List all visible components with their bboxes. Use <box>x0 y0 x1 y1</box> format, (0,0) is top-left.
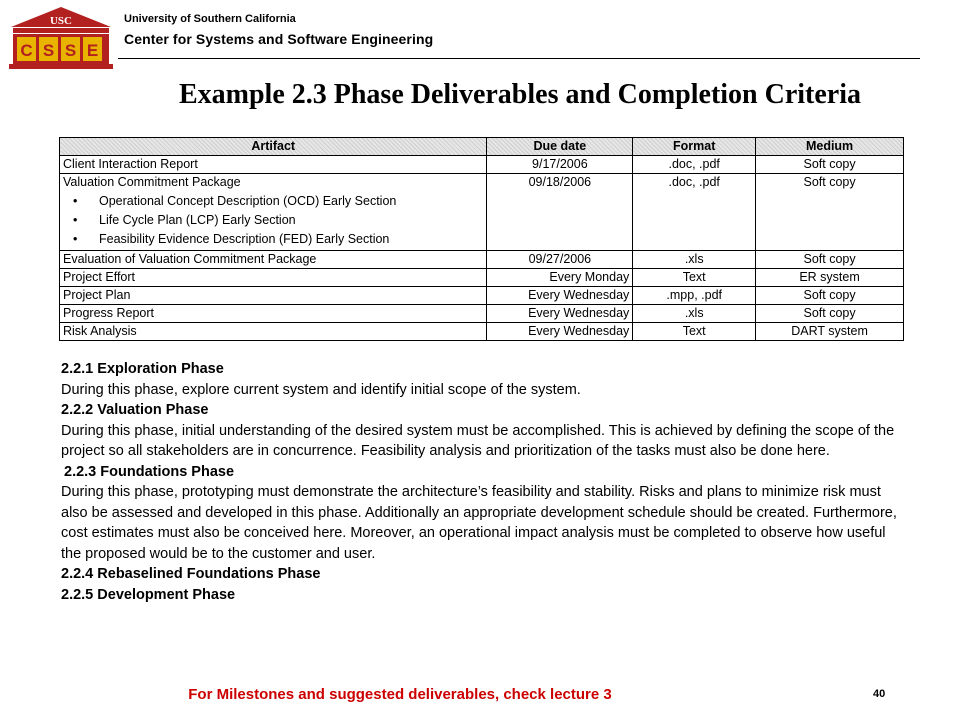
format-cell: .xls <box>633 251 756 269</box>
rebaselined-foundations-phase-heading: 2.2.4 Rebaselined Foundations Phase <box>61 566 321 582</box>
svg-text:C: C <box>20 41 33 60</box>
bullet-icon: • <box>73 232 78 246</box>
table-row <box>60 174 904 251</box>
artifact-cell: Risk Analysis <box>60 323 487 341</box>
medium-cell: ER system <box>756 269 904 287</box>
table-header-row <box>60 138 904 156</box>
svg-text:E: E <box>86 41 99 60</box>
format-cell: Text <box>633 323 756 341</box>
table-row <box>60 156 904 174</box>
svg-text:S: S <box>42 41 55 60</box>
artifact-cell <box>60 174 487 251</box>
header-divider <box>118 58 920 59</box>
medium-cell: Soft copy <box>756 305 904 323</box>
due-date-cell: Every Wednesday <box>487 287 633 305</box>
valuation-phase-text: During this phase, initial understanding of the desired system must be accomplished. This is achieved by defining the scope of the project so all stakeholders are in concurrence. Feasibility analysis and prioritization of the tasks must also be done here. <box>61 422 895 459</box>
column-header-artifact: Artifact <box>60 138 487 156</box>
due-date-cell: 9/17/2006 <box>487 156 633 174</box>
phase-descriptions <box>61 359 906 605</box>
medium-cell: DART system <box>756 323 904 341</box>
format-cell: .doc, .pdf <box>633 174 756 251</box>
artifact-subitem-list <box>63 192 483 249</box>
list-item: • Operational Concept Description (OCD) Early Section <box>63 192 483 211</box>
exploration-phase-text: During this phase, explore current system and identify initial scope of the system. <box>61 381 581 398</box>
format-cell: .mpp, .pdf <box>633 287 756 305</box>
bullet-icon: • <box>73 213 78 227</box>
due-date-cell: 09/18/2006 <box>487 174 633 251</box>
format-cell: .xls <box>633 305 756 323</box>
due-date-cell: Every Wednesday <box>487 305 633 323</box>
medium-cell: Soft copy <box>756 251 904 269</box>
artifact-cell: Project Effort <box>60 269 487 287</box>
deliverables-table <box>59 137 904 341</box>
due-date-cell: Every Wednesday <box>487 323 633 341</box>
csse-logo <box>5 5 117 71</box>
table-row <box>60 251 904 269</box>
development-phase-heading: 2.2.5 Development Phase <box>61 586 236 603</box>
format-cell: .doc, .pdf <box>633 156 756 174</box>
table-row <box>60 305 904 323</box>
valuation-phase-heading: 2.2.2 Valuation Phase <box>61 402 209 418</box>
due-date-cell: 09/27/2006 <box>487 251 633 269</box>
table-row <box>60 269 904 287</box>
artifact-cell: Progress Report <box>60 305 487 323</box>
medium-cell: Soft copy <box>756 156 904 174</box>
university-name: University of Southern California <box>124 13 296 25</box>
list-item: • Life Cycle Plan (LCP) Early Section <box>63 211 483 230</box>
table-row <box>60 287 904 305</box>
medium-cell: Soft copy <box>756 287 904 305</box>
slide-title: Example 2.3 Phase Deliverables and Completion Criteria <box>178 79 862 110</box>
center-name: Center for Systems and Software Engineering <box>124 31 434 47</box>
column-header-format: Format <box>633 138 756 156</box>
column-header-due-date: Due date <box>487 138 633 156</box>
format-cell: Text <box>633 269 756 287</box>
bullet-icon: • <box>73 194 78 208</box>
column-header-medium: Medium <box>756 138 904 156</box>
medium-cell: Soft copy <box>756 174 904 251</box>
page-number: 40 <box>873 688 886 700</box>
foundations-phase-heading: 2.2.3 Foundations Phase <box>64 463 235 480</box>
svg-text:S: S <box>64 41 77 60</box>
artifact-cell: Project Plan <box>60 287 487 305</box>
milestones-note: For Milestones and suggested deliverables, check lecture 3 <box>188 686 612 703</box>
artifact-title: Valuation Commitment Package <box>63 175 241 189</box>
exploration-phase-heading: 2.2.1 Exploration Phase <box>61 361 224 377</box>
svg-text:USC: USC <box>49 15 73 27</box>
table-row <box>60 323 904 341</box>
list-item: • Feasibility Evidence Description (FED) Early Section <box>63 230 483 249</box>
artifact-cell: Client Interaction Report <box>60 156 487 174</box>
due-date-cell: Every Monday <box>487 269 633 287</box>
artifact-cell: Evaluation of Valuation Commitment Package <box>60 251 487 269</box>
foundations-phase-text: During this phase, prototyping must demonstrate the architecture’s feasibility and stability. Risks and plans to minimize risk must also be assessed and developed in this phase. Additionally an appropriate development schedule should be created. Furthermore, cost estimates must also be conceived here. Moreover, an operational impact analysis must be completed to observe how useful the proposed would be to the customer and user. <box>61 484 897 562</box>
